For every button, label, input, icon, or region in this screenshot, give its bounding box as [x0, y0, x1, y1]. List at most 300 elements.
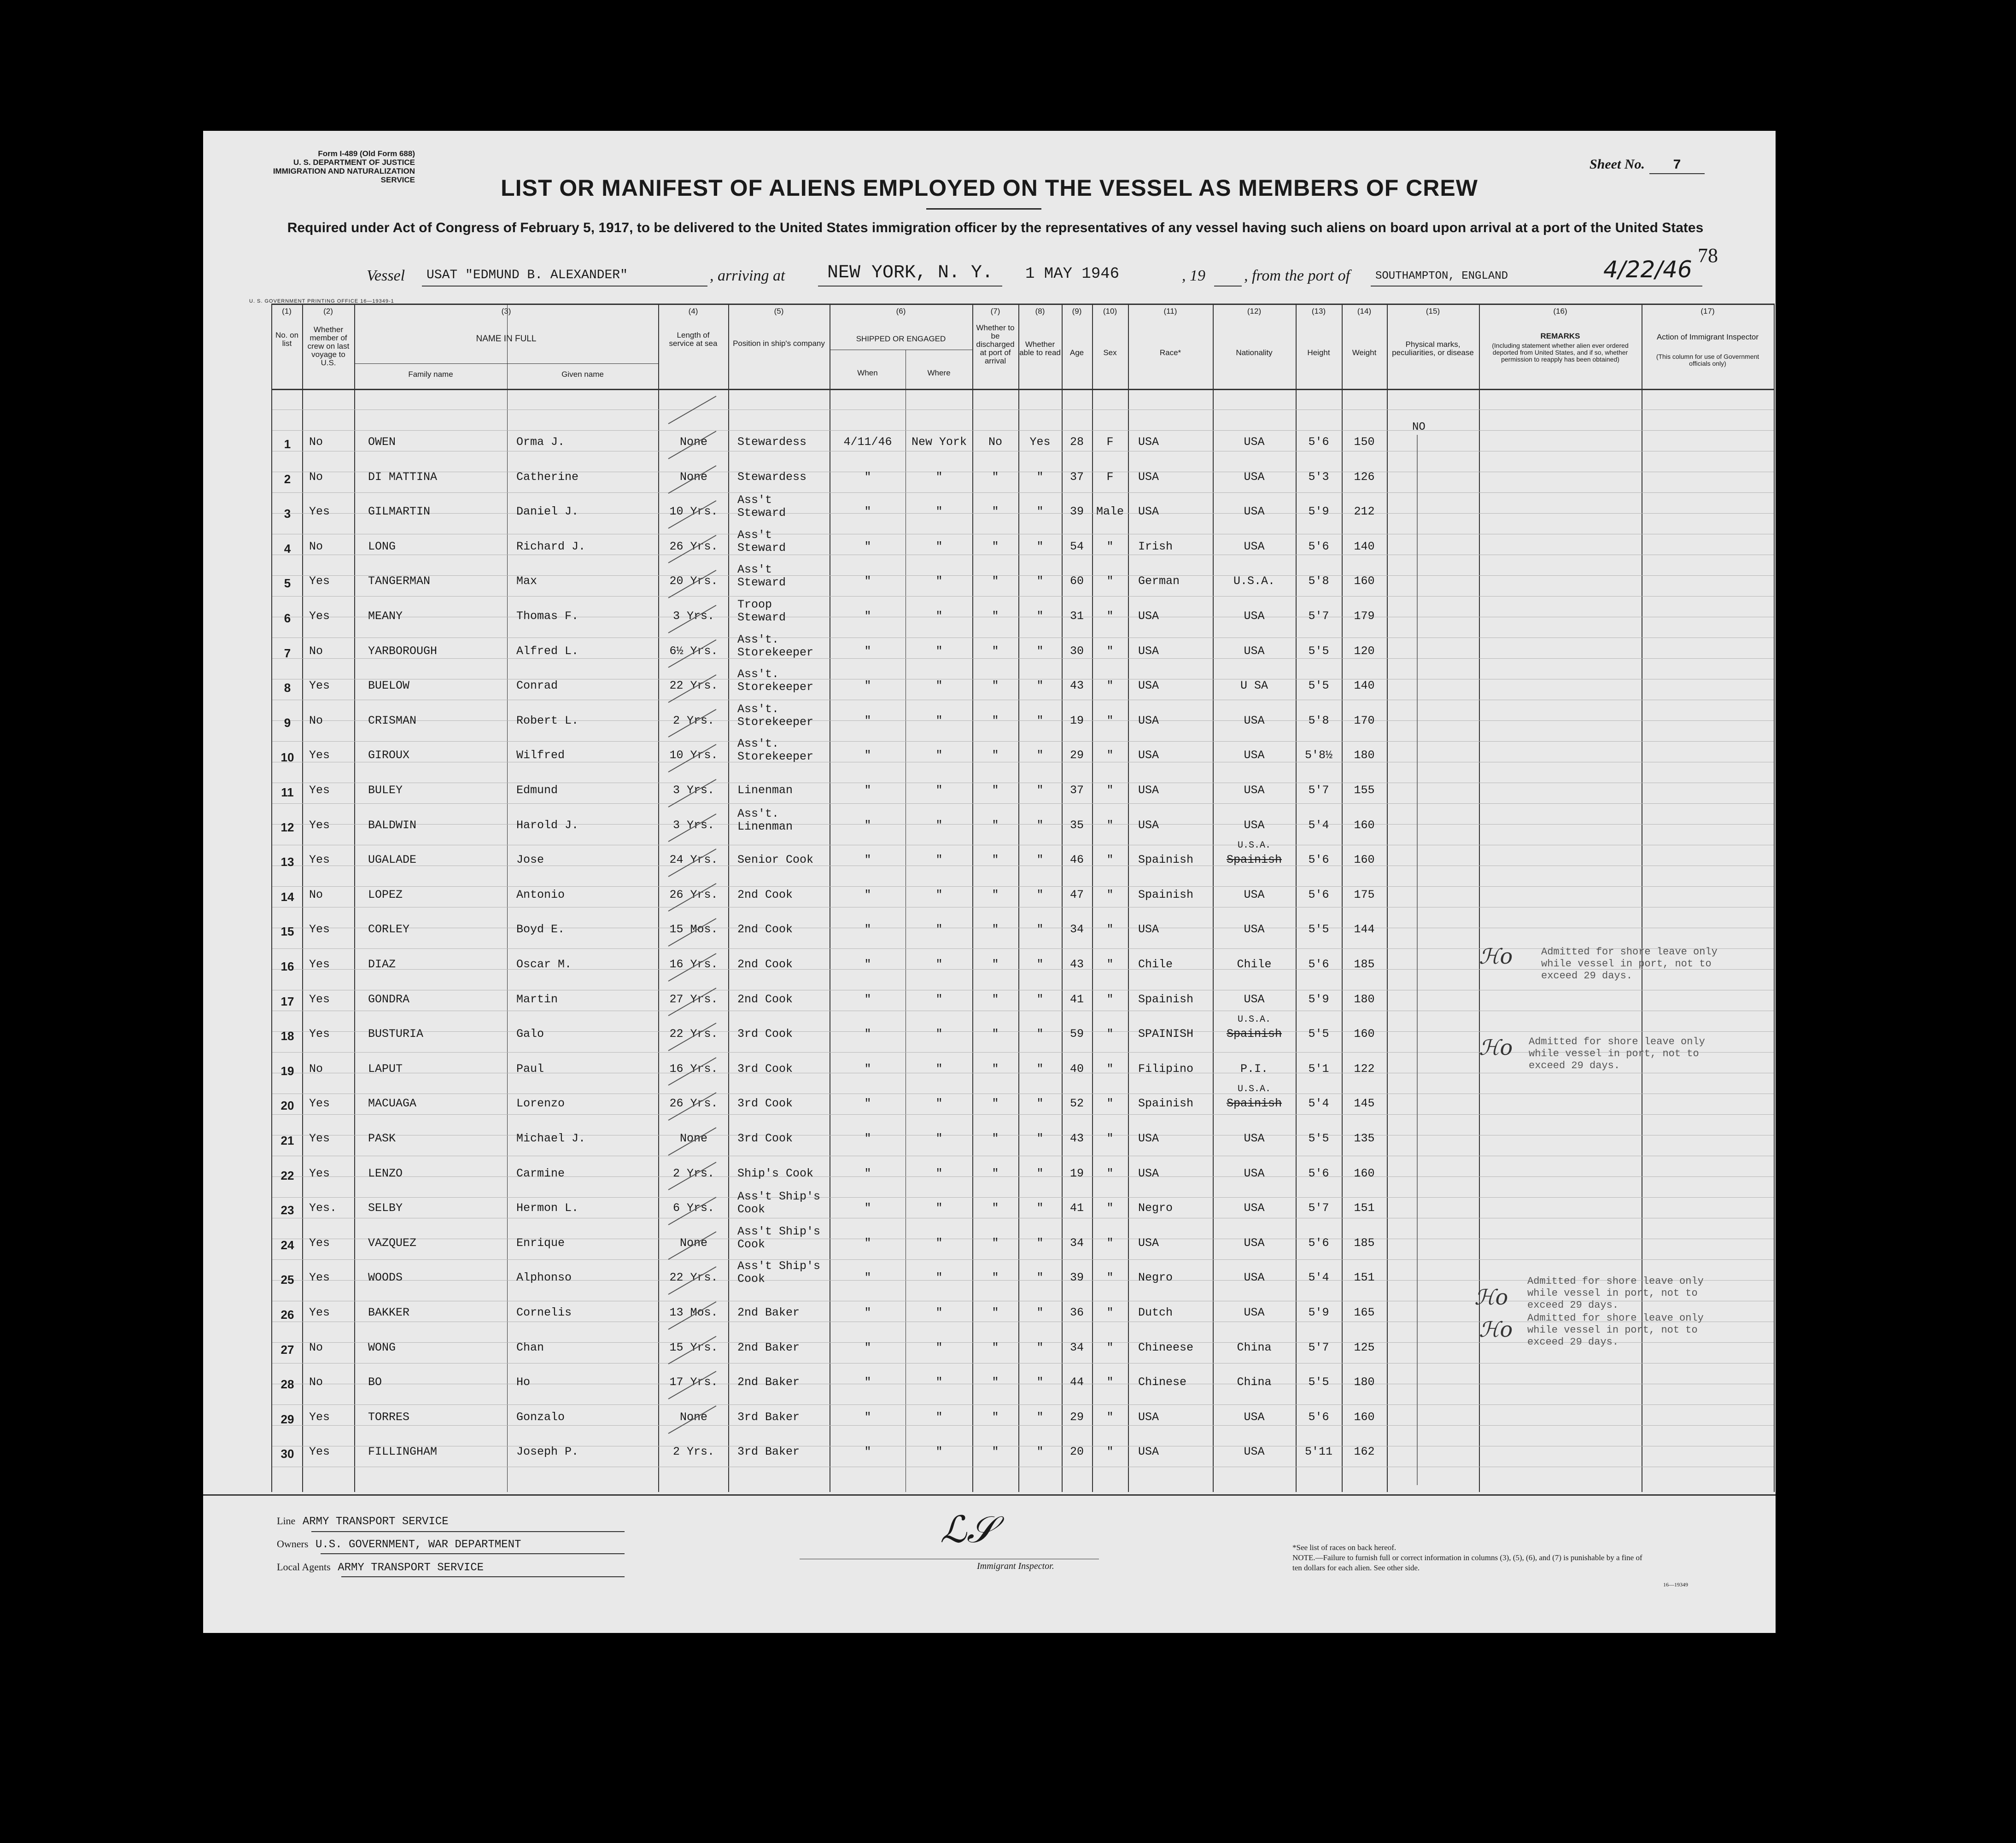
family-name: MEANY: [368, 609, 403, 623]
shipped-when: ": [864, 784, 871, 797]
service-length: 10 Yrs.: [669, 749, 718, 762]
discharged: ": [992, 784, 999, 797]
crew-last-voyage: Yes.: [309, 1201, 337, 1215]
given-name: Ho: [516, 1375, 531, 1389]
sex: ": [1106, 574, 1114, 588]
family-name: BUSTURIA: [368, 1027, 424, 1041]
race: Spainish: [1138, 853, 1194, 867]
given-name: Daniel J.: [516, 505, 579, 519]
race: USA: [1138, 1166, 1159, 1180]
col-header-crew-last-voyage: Whether member of crew on last voyage to U.S.: [307, 325, 350, 367]
shipped-when: ": [864, 992, 871, 1006]
given-name: Orma J.: [516, 435, 565, 449]
family-name: WOODS: [368, 1271, 403, 1285]
age: 59: [1069, 1027, 1084, 1041]
age: 46: [1069, 853, 1084, 867]
given-name: Enrique: [516, 1236, 565, 1250]
age: 41: [1069, 992, 1084, 1006]
service-length: 22 Yrs.: [669, 1271, 718, 1285]
sex: ": [1106, 1027, 1114, 1041]
race: Chinese: [1138, 1375, 1187, 1389]
col16-number: (16): [1553, 307, 1567, 316]
weight: 165: [1354, 1306, 1375, 1319]
position: Stewardess: [737, 470, 807, 484]
list-number: 28: [280, 1377, 294, 1392]
given-name: Michael J.: [516, 1132, 586, 1145]
shipped-where: ": [935, 958, 943, 971]
weight: 120: [1354, 644, 1375, 658]
crew-last-voyage: Yes: [309, 784, 330, 797]
service-length: None: [679, 1410, 707, 1424]
discharged: ": [992, 1062, 999, 1076]
nationality: USA: [1244, 1236, 1265, 1250]
nationality: USA: [1244, 992, 1265, 1006]
able-to-read: ": [1036, 992, 1044, 1006]
service-length: None: [679, 470, 707, 484]
able-to-read: ": [1036, 644, 1044, 658]
discharged: ": [992, 1027, 999, 1041]
position: Troop Steward: [737, 598, 786, 624]
nationality: Spainish: [1226, 853, 1282, 867]
age: 39: [1069, 1271, 1084, 1285]
race: USA: [1138, 749, 1159, 762]
shipped-when: ": [864, 1271, 871, 1285]
list-number: 11: [281, 785, 294, 799]
weight: 160: [1354, 1166, 1375, 1180]
service-length: 27 Yrs.: [669, 992, 718, 1006]
height: 5'6: [1308, 888, 1329, 901]
sex: ": [1106, 609, 1114, 623]
owners-label: Owners: [277, 1538, 309, 1550]
col-header-given-name: Given name: [561, 370, 604, 379]
family-name: SELBY: [368, 1201, 403, 1215]
col-header-list-number: No. on list: [275, 331, 299, 348]
nationality: USA: [1244, 1306, 1265, 1319]
list-number: 15: [280, 924, 294, 939]
weight: 126: [1354, 470, 1375, 484]
service-length: 3 Yrs.: [672, 818, 714, 832]
age: 60: [1069, 574, 1084, 588]
crew-last-voyage: Yes: [309, 679, 330, 693]
discharged: ": [992, 1201, 999, 1215]
inspector-label: Immigrant Inspector.: [977, 1561, 1054, 1571]
discharged: ": [992, 1097, 999, 1111]
shipped-where: ": [935, 853, 943, 867]
year-label: , 19: [1182, 267, 1205, 284]
height: 5'5: [1308, 1132, 1329, 1145]
race: USA: [1138, 644, 1159, 658]
crew-last-voyage: No: [309, 888, 323, 901]
sex: ": [1106, 992, 1114, 1006]
sheet-number-label: Sheet No.: [1589, 157, 1645, 172]
shipped-where: ": [935, 470, 943, 484]
list-number: 9: [284, 715, 291, 730]
shipped-when: ": [864, 505, 871, 519]
height: 5'7: [1308, 609, 1329, 623]
nationality: USA: [1244, 1445, 1265, 1459]
age: 29: [1069, 1410, 1084, 1424]
given-name: Chan: [516, 1340, 544, 1354]
col14-number: (14): [1357, 307, 1372, 316]
given-name: Edmund: [516, 784, 558, 797]
col-header-age: Age: [1069, 348, 1084, 357]
able-to-read: ": [1036, 853, 1044, 867]
shipped-where: ": [935, 1375, 943, 1389]
shipped-when: ": [864, 644, 871, 658]
service-length: 10 Yrs.: [669, 505, 718, 519]
given-name: Richard J.: [516, 539, 586, 553]
age: 19: [1069, 714, 1084, 727]
shipped-when: ": [864, 1097, 871, 1111]
able-to-read: Yes: [1029, 435, 1051, 449]
col1-number: (1): [282, 307, 292, 316]
weight: 185: [1354, 1236, 1375, 1250]
title-divider: [926, 208, 1041, 210]
penalty-note: NOTE.—Failure to furnish full or correct information in columns (3), (5), (6), and (7) is punishable by a fine of ten dollars for each alien. See other side.: [1292, 1553, 1642, 1572]
list-number: 3: [284, 507, 291, 521]
service-length: 16 Yrs.: [669, 958, 718, 971]
position: 2nd Cook: [737, 958, 793, 971]
position: Ass't Steward: [737, 528, 786, 555]
height: 5'6: [1308, 1166, 1329, 1180]
shipped-when: ": [864, 1201, 871, 1215]
position: 2nd Cook: [737, 888, 793, 901]
list-number: 30: [280, 1447, 294, 1461]
discharged: ": [992, 1166, 999, 1180]
family-name: LOPEZ: [368, 888, 403, 901]
shipped-when: ": [864, 1410, 871, 1424]
shipped-when: ": [864, 1062, 871, 1076]
shipped-when: ": [864, 923, 871, 936]
family-name: TORRES: [368, 1410, 410, 1424]
able-to-read: ": [1036, 714, 1044, 727]
height: 5'6: [1308, 539, 1329, 553]
given-name: Carmine: [516, 1166, 565, 1180]
height: 5'7: [1308, 784, 1329, 797]
given-name: Conrad: [516, 679, 558, 693]
given-name: Harold J.: [516, 818, 579, 832]
weight: 151: [1354, 1201, 1375, 1215]
family-name: GIROUX: [368, 749, 410, 762]
sex: ": [1106, 1375, 1114, 1389]
col-header-remarks: REMARKS: [1540, 332, 1580, 340]
able-to-read: ": [1036, 574, 1044, 588]
remark-row-28: Admitted for shore leave only while vessel in port, not to exceed 29 days.: [1527, 1312, 1704, 1348]
age: 28: [1069, 435, 1084, 449]
nationality: Chile: [1237, 958, 1272, 971]
list-number: 6: [284, 611, 291, 625]
weight: 145: [1354, 1097, 1375, 1111]
able-to-read: ": [1036, 1132, 1044, 1145]
department-name: U. S. DEPARTMENT OF JUSTICE: [293, 158, 415, 167]
shipped-where: ": [935, 1062, 943, 1076]
col17-number: (17): [1700, 307, 1715, 316]
service-length: 17 Yrs.: [669, 1375, 718, 1389]
given-name: Jose: [516, 853, 544, 867]
service-length: 15 Yrs.: [669, 1340, 718, 1354]
family-name: GONDRA: [368, 992, 410, 1006]
inspector-initials: ℋo: [1474, 1285, 1508, 1310]
sex: ": [1106, 958, 1114, 971]
col-header-discharged: Whether to be discharged at port of arrival: [976, 323, 1015, 365]
race: USA: [1138, 435, 1159, 449]
race: Filipino: [1138, 1062, 1194, 1076]
race: Spainish: [1138, 992, 1194, 1006]
weight: 151: [1354, 1271, 1375, 1285]
age: 40: [1069, 1062, 1084, 1076]
service-length: 3 Yrs.: [672, 784, 714, 797]
col-header-name: NAME IN FULL: [476, 334, 537, 344]
position: Ass't. Storekeeper: [737, 632, 814, 659]
given-name: Galo: [516, 1027, 544, 1041]
nationality: USA: [1244, 435, 1265, 449]
owners-field: [277, 1538, 521, 1551]
crew-last-voyage: Yes: [309, 1097, 330, 1111]
position: Ass't. Linenman: [737, 807, 793, 833]
agents-label: Local Agents: [277, 1561, 331, 1573]
position: 3rd Cook: [737, 1097, 793, 1111]
sex: ": [1106, 644, 1114, 658]
discharged: ": [992, 1306, 999, 1319]
service-name: IMMIGRATION AND NATURALIZATION SERVICE: [273, 167, 415, 184]
nationality: P.I.: [1240, 1062, 1268, 1076]
list-number: 10: [280, 750, 294, 765]
service-length: 20 Yrs.: [669, 574, 718, 588]
nationality: USA: [1244, 784, 1265, 797]
col-header-position: Position in ship's company: [733, 339, 825, 348]
family-name: CORLEY: [368, 923, 410, 936]
list-number: 21: [280, 1134, 294, 1147]
able-to-read: ": [1036, 818, 1044, 832]
family-name: FILLINGHAM: [368, 1445, 438, 1459]
race: USA: [1138, 609, 1159, 623]
col-header-remarks-note: (Including statement whether alien ever ordered deported from United States, and if so, whether permission to reapply has been obtained): [1492, 342, 1629, 363]
height: 5'9: [1308, 1306, 1329, 1319]
position: Ass't Ship's Cook: [737, 1259, 821, 1286]
service-length: 2 Yrs.: [672, 714, 714, 727]
height: 5'4: [1308, 1097, 1329, 1111]
able-to-read: ": [1036, 784, 1044, 797]
height: 5'4: [1308, 818, 1329, 832]
shipped-where: ": [935, 1132, 943, 1145]
col-header-shipped-engaged: SHIPPED OR ENGAGED: [856, 334, 946, 343]
col-header-weight: Weight: [1352, 348, 1377, 357]
crew-last-voyage: No: [309, 1062, 323, 1076]
weight: 160: [1354, 1410, 1375, 1424]
shipped-when: 4/11/46: [843, 435, 892, 449]
shipped-where: New York: [911, 435, 967, 449]
shipped-when: ": [864, 1236, 871, 1250]
line-field: [277, 1515, 449, 1528]
able-to-read: ": [1036, 1166, 1044, 1180]
nationality: USA: [1244, 1166, 1265, 1180]
given-name: Boyd E.: [516, 923, 565, 936]
race: Spainish: [1138, 1097, 1194, 1111]
race: USA: [1138, 470, 1159, 484]
arriving-port: NEW YORK, N. Y.: [827, 263, 993, 283]
able-to-read: ": [1036, 470, 1044, 484]
shipped-when: ": [864, 539, 871, 553]
position: 3rd Baker: [737, 1445, 800, 1459]
crew-last-voyage: No: [309, 714, 323, 727]
sex: F: [1106, 435, 1114, 449]
able-to-read: ": [1036, 1271, 1044, 1285]
nationality-correction: U.S.A.: [1237, 1014, 1271, 1025]
position: 2nd Cook: [737, 992, 793, 1006]
family-name: VAZQUEZ: [368, 1236, 417, 1250]
list-number: 19: [280, 1064, 294, 1078]
sex: ": [1106, 923, 1114, 936]
discharged: ": [992, 1271, 999, 1285]
nationality: USA: [1244, 1271, 1265, 1285]
height: 5'5: [1308, 923, 1329, 936]
weight: 185: [1354, 958, 1375, 971]
race: USA: [1138, 1445, 1159, 1459]
vessel-line: [367, 256, 1702, 288]
age: 34: [1069, 1340, 1084, 1354]
list-number: 13: [280, 855, 294, 869]
col2-number: (2): [323, 307, 333, 316]
family-name: MACUAGA: [368, 1097, 417, 1111]
crew-last-voyage: Yes: [309, 1445, 330, 1459]
sex: ": [1106, 818, 1114, 832]
sex: ": [1106, 853, 1114, 867]
crew-last-voyage: No: [309, 1340, 323, 1354]
col7-number: (7): [990, 307, 1000, 316]
nationality: USA: [1244, 1410, 1265, 1424]
given-name: Robert L.: [516, 714, 579, 727]
height: 5'11: [1304, 1445, 1332, 1459]
service-length: 26 Yrs.: [669, 1097, 718, 1111]
age: 31: [1069, 609, 1084, 623]
height: 5'7: [1308, 1201, 1329, 1215]
weight: 160: [1354, 818, 1375, 832]
height: 5'9: [1308, 505, 1329, 519]
service-length: None: [679, 435, 707, 449]
crew-last-voyage: Yes: [309, 992, 330, 1006]
height: 5'8: [1308, 574, 1329, 588]
service-length: 6½ Yrs.: [669, 644, 718, 658]
service-length: 26 Yrs.: [669, 539, 718, 553]
able-to-read: ": [1036, 1306, 1044, 1319]
discharged: ": [992, 923, 999, 936]
able-to-read: ": [1036, 1340, 1044, 1354]
height: 5'6: [1308, 435, 1329, 449]
discharged: ": [992, 853, 999, 867]
weight: 170: [1354, 714, 1375, 727]
height: 5'6: [1308, 958, 1329, 971]
remark-row-16: Admitted for shore leave only while vessel in port, not to exceed 29 days.: [1541, 946, 1718, 982]
form-code: 16—19349: [1663, 1581, 1688, 1588]
position: Linenman: [737, 784, 793, 797]
shipped-when: ": [864, 609, 871, 623]
list-number: 18: [280, 1029, 294, 1043]
age: 20: [1069, 1445, 1084, 1459]
shipped-when: ": [864, 853, 871, 867]
shipped-when: ": [864, 1166, 871, 1180]
nationality: USA: [1244, 749, 1265, 762]
list-number: 25: [280, 1273, 294, 1287]
service-length: 2 Yrs.: [672, 1166, 714, 1180]
nationality: Spainish: [1226, 1097, 1282, 1111]
weight: 175: [1354, 888, 1375, 901]
crew-last-voyage: Yes: [309, 609, 330, 623]
service-length: 16 Yrs.: [669, 1062, 718, 1076]
sex: ": [1106, 1166, 1114, 1180]
race: USA: [1138, 818, 1159, 832]
position: 3rd Cook: [737, 1062, 793, 1076]
race: Dutch: [1138, 1306, 1173, 1319]
family-name: CRISMAN: [368, 714, 417, 727]
printer-mark: U. S. GOVERNMENT PRINTING OFFICE 16—19349-1: [249, 298, 394, 304]
shipped-where: ": [935, 505, 943, 519]
age: 47: [1069, 888, 1084, 901]
race: Chile: [1138, 958, 1173, 971]
family-name: UGALADE: [368, 853, 417, 867]
crew-last-voyage: Yes: [309, 1166, 330, 1180]
shipped-when: ": [864, 1306, 871, 1319]
sex: ": [1106, 539, 1114, 553]
position: Ass't. Storekeeper: [737, 737, 814, 764]
inspector-initials: ℋo: [1479, 1317, 1513, 1342]
col6-number: (6): [896, 307, 906, 316]
shipped-when: ": [864, 679, 871, 693]
crew-last-voyage: Yes: [309, 505, 330, 519]
shipped-where: ": [935, 1166, 943, 1180]
given-name: Martin: [516, 992, 558, 1006]
col10-number: (10): [1103, 307, 1117, 316]
able-to-read: ": [1036, 923, 1044, 936]
col-header-where: Where: [927, 369, 951, 377]
col-header-nationality: Nationality: [1236, 348, 1273, 357]
shipped-when: ": [864, 818, 871, 832]
service-length: 15 Mos.: [669, 923, 718, 936]
shipped-where: ": [935, 992, 943, 1006]
able-to-read: ": [1036, 1236, 1044, 1250]
age: 37: [1069, 784, 1084, 797]
weight: 179: [1354, 609, 1375, 623]
able-to-read: ": [1036, 539, 1044, 553]
discharged: ": [992, 818, 999, 832]
shipped-where: ": [935, 574, 943, 588]
able-to-read: ": [1036, 1375, 1044, 1389]
shipped-when: ": [864, 574, 871, 588]
discharged: ": [992, 574, 999, 588]
age: 43: [1069, 1132, 1084, 1145]
discharged: ": [992, 1410, 999, 1424]
arrival-date: 1 MAY 1946: [1025, 265, 1120, 283]
inspector-initials: ℋo: [1479, 1035, 1513, 1060]
age: 39: [1069, 505, 1084, 519]
age: 35: [1069, 818, 1084, 832]
nationality: USA: [1244, 888, 1265, 901]
weight: 140: [1354, 679, 1375, 693]
position: Ass't. Storekeeper: [737, 702, 814, 729]
col8-number: (8): [1035, 307, 1045, 316]
age: 41: [1069, 1201, 1084, 1215]
race: Negro: [1138, 1201, 1173, 1215]
shipped-when: ": [864, 888, 871, 901]
position: 2nd Baker: [737, 1306, 800, 1319]
able-to-read: ": [1036, 1062, 1044, 1076]
weight: 144: [1354, 923, 1375, 936]
list-number: 23: [280, 1203, 294, 1217]
vessel-label: Vessel: [367, 267, 405, 284]
page-title: LIST OR MANIFEST OF ALIENS EMPLOYED ON THE VESSEL AS MEMBERS OF CREW: [501, 175, 1478, 201]
sex: ": [1106, 888, 1114, 901]
family-name: GILMARTIN: [368, 505, 431, 519]
height: 5'5: [1308, 644, 1329, 658]
